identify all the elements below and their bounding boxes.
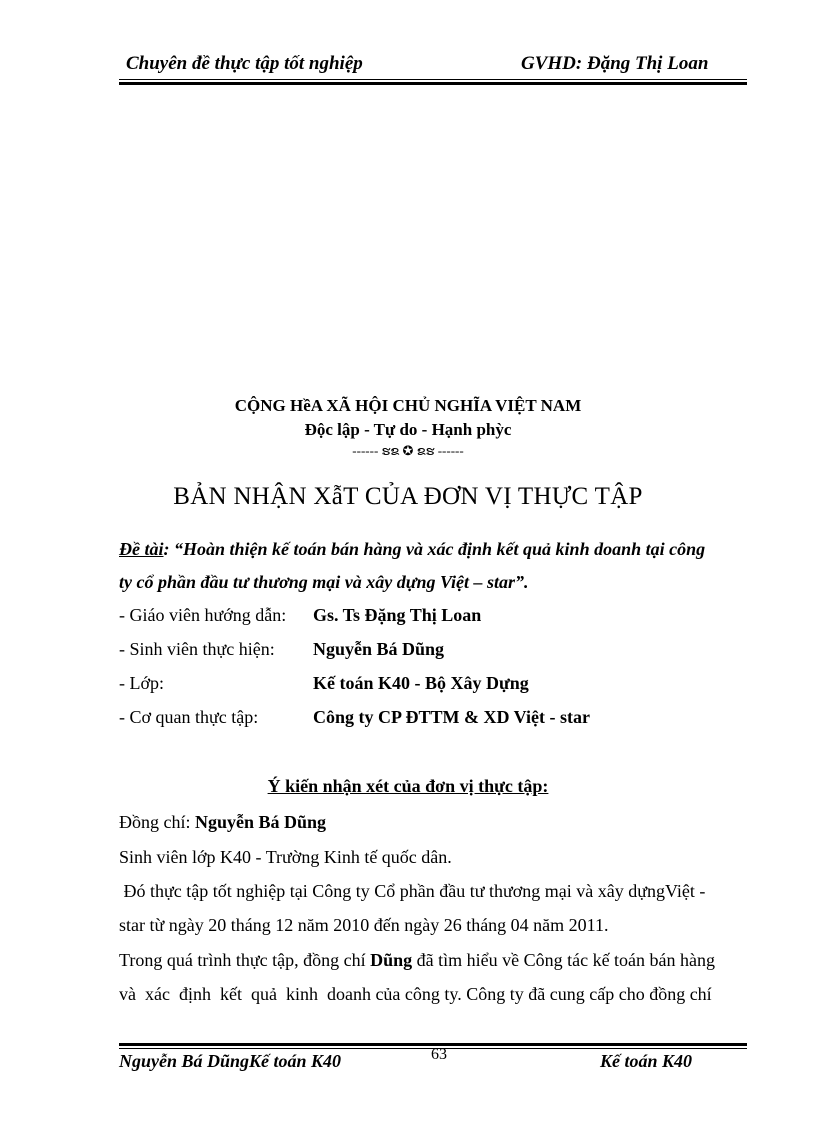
info-label-agency: - Cơ quan thực tập: (119, 707, 259, 727)
comments-heading: Ý kiến nhận xét của đơn vị thực tập: (267, 776, 549, 796)
comrade-prefix: Đồng chí: (119, 812, 195, 832)
topic-colon: : (163, 539, 174, 559)
header-right-text: GVHD: Đặng Thị Loan (521, 53, 709, 74)
info-value-agency: Công ty CP ĐTTM & XD Việt - star (313, 707, 590, 727)
comrade-name: Nguyễn Bá Dũng (195, 812, 327, 832)
paragraph-2-line-2: và xác định kết quả kinh doanh của công ty. Công ty đã cung cấp cho đồng chí (119, 984, 712, 1004)
info-value-supervisor: Gs. Ts Đặng Thị Loan (313, 605, 482, 625)
info-value-student: Nguyễn Bá Dũng (313, 639, 445, 659)
footer-left-text: Nguyễn Bá DũngKế toán K40 (119, 1051, 342, 1071)
paragraph-2-name: Dũng (370, 950, 413, 970)
footer-right-text: Kế toán K40 (600, 1051, 693, 1071)
class-line: Sinh viên lớp K40 - Trường Kinh tế quốc dân. (119, 847, 452, 867)
comrade-line (119, 810, 326, 834)
paragraph-2-line-1 (119, 948, 715, 972)
info-value-class: Kế toán K40 - Bộ Xây Dựng (313, 673, 529, 693)
national-title: CỘNG HềA XÃ HỘI CHỦ NGHĨA VIỆT NAM (234, 396, 582, 415)
topic-label: Đề tài (119, 539, 164, 559)
header-rule-thin (119, 79, 747, 80)
topic-text-1: “Hoàn thiện kế toán bán hàng và xác định kết quả kinh doanh tại công (174, 539, 706, 559)
national-motto: Độc lập - Tự do - Hạnh phỳc (304, 420, 512, 439)
paragraph-2-text-c: đã tìm hiểu về Công tác kế toán bán hàng (412, 950, 716, 970)
header-rule-thick (119, 82, 747, 85)
paragraph-1-line-2: star từ ngày 20 tháng 12 năm 2010 đến ngày 26 tháng 04 năm 2011. (119, 915, 609, 935)
info-label-class: - Lớp: (119, 673, 165, 693)
paragraph-1-line-1: Đó thực tập tốt nghiệp tại Công ty Cổ phần đầu tư thương mại và xây dựngViệt - (119, 881, 706, 901)
page-title: BẢN NHẬN XẫT CỦA ĐƠN VỊ THỰC TẬP (173, 483, 643, 510)
info-label-supervisor: - Giáo viên hướng dẫn: (119, 605, 287, 625)
page-number: 63 (431, 1046, 447, 1063)
header-left-text: Chuyên đề thực tập tốt nghiệp (126, 53, 363, 74)
topic-text-2: ty cổ phần đầu tư thương mại và xây dựng Việt – star”. (119, 572, 529, 592)
info-label-student: - Sinh viên thực hiện: (119, 639, 275, 659)
topic-line-1 (119, 537, 759, 561)
ornament-divider: ------ ຮຂ ✪ ຂຮ ------ (352, 443, 464, 458)
paragraph-2-text-a: Trong quá trình thực tập, đồng chí (119, 950, 371, 970)
